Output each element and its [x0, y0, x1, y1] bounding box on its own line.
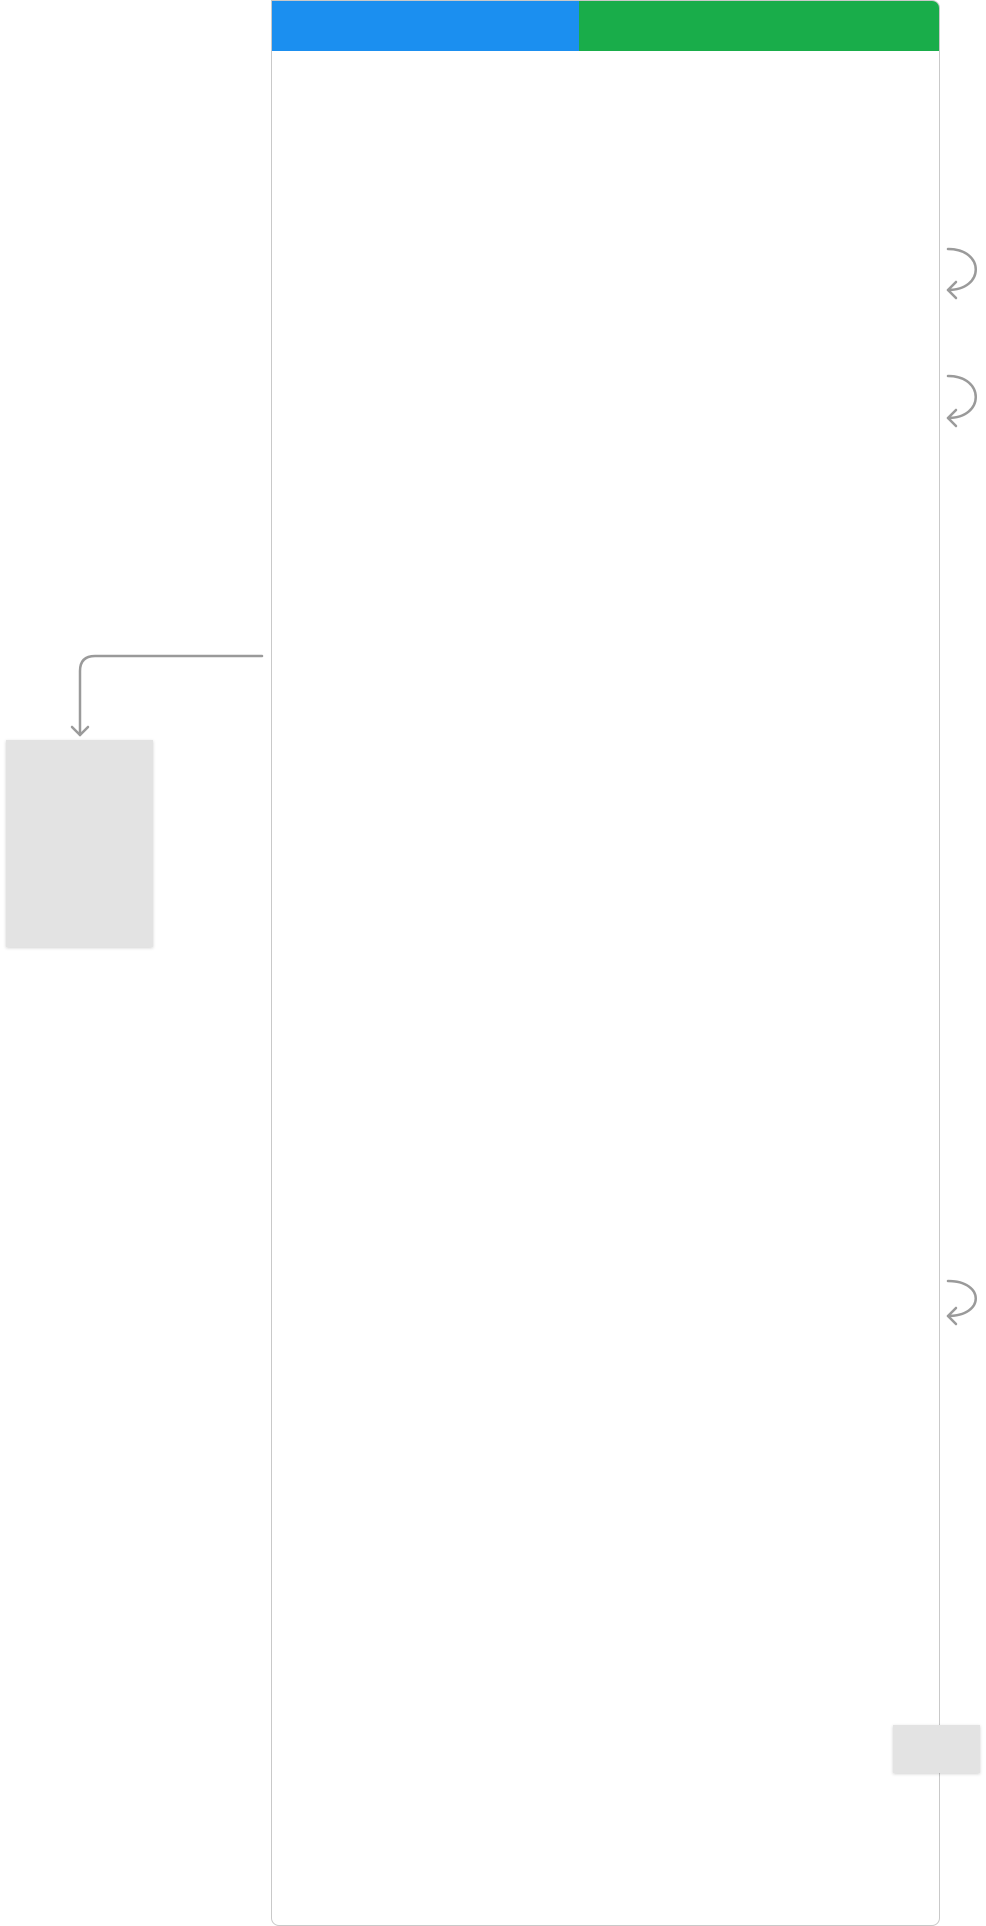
header-storage-eu: [399, 1, 579, 51]
curved-arrow-icon: [948, 249, 976, 298]
curved-arrow-icon: [948, 1281, 976, 1324]
header-storage-br: [759, 1, 939, 51]
comment-card-deduction-mode[interactable]: [6, 740, 153, 947]
header-type-br: [579, 1, 759, 51]
comparison-table: [271, 0, 940, 1926]
curved-arrow-icon: [948, 376, 976, 426]
header-type-eu: [272, 1, 399, 51]
elbow-arrow-icon: [72, 656, 262, 735]
comment-card-afastamento[interactable]: [893, 1725, 980, 1773]
